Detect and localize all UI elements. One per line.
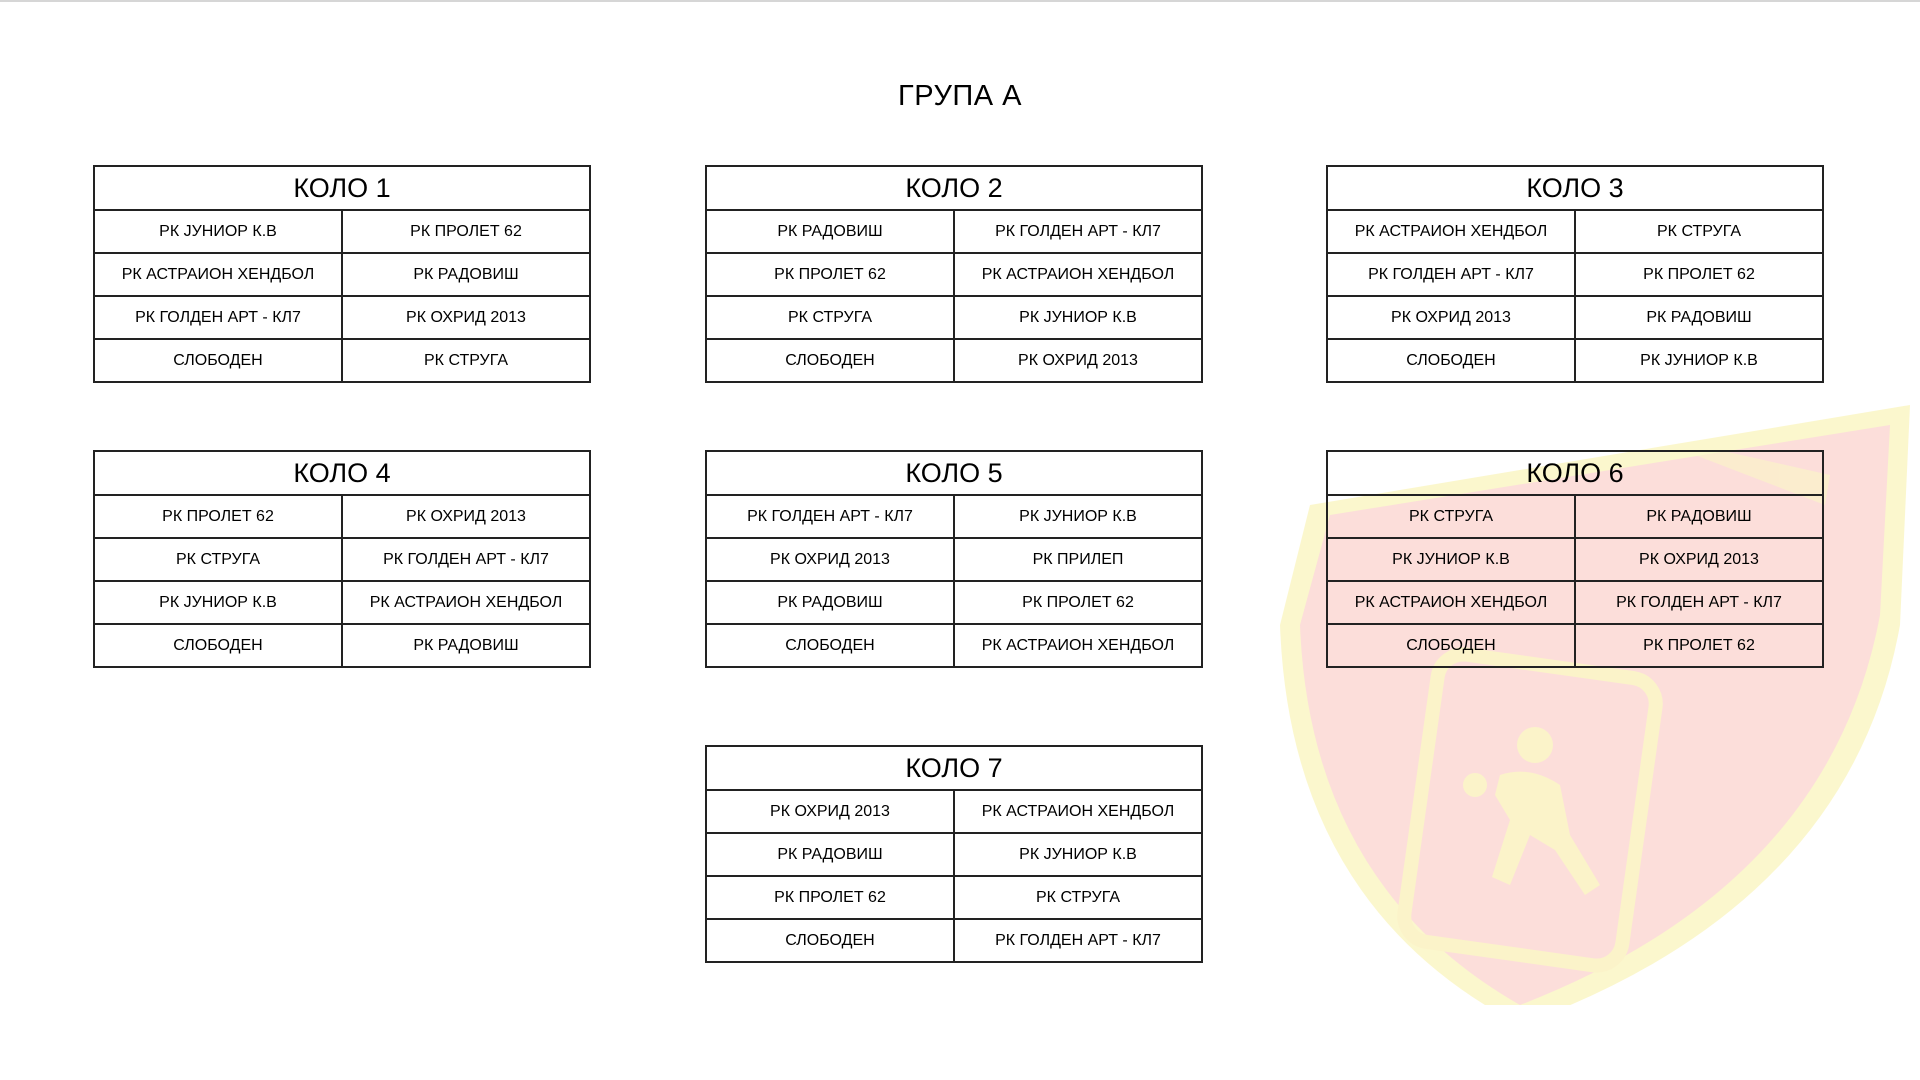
away-team: РК ЈУНИОР К.В xyxy=(1019,308,1137,326)
match-row xyxy=(707,582,1201,625)
home-team: РК РАДОВИШ xyxy=(707,834,955,875)
home-team: СЛОБОДЕН xyxy=(707,920,955,961)
match-row xyxy=(707,340,1201,381)
away-team: РК ГОЛДЕН АРТ - КЛ7 xyxy=(995,931,1161,949)
match-row xyxy=(95,539,589,582)
home-team: СЛОБОДЕН xyxy=(707,340,955,381)
match-row xyxy=(707,834,1201,877)
round-title: КОЛО 2 xyxy=(707,167,1201,211)
home-team: РК ПРОЛЕТ 62 xyxy=(707,254,955,295)
match-row xyxy=(95,496,589,539)
home-team: РК ЈУНИОР К.В xyxy=(95,582,343,623)
away-team: РК АСТРАИОН ХЕНДБОЛ xyxy=(981,802,1175,820)
away-team: РК ПРОЛЕТ 62 xyxy=(1022,593,1134,611)
match-row xyxy=(95,254,589,297)
away-team: РК АСТРАИОН ХЕНДБОЛ xyxy=(369,593,563,611)
round-title: КОЛО 4 xyxy=(95,452,589,496)
round-title: КОЛО 7 xyxy=(707,747,1201,791)
away-team: РК СТРУГА xyxy=(424,351,508,369)
match-row xyxy=(707,496,1201,539)
away-team: РК АСТРАИОН ХЕНДБОЛ xyxy=(981,265,1175,283)
home-team: РК ГОЛДЕН АРТ - КЛ7 xyxy=(95,297,343,338)
away-team: РК РАДОВИШ xyxy=(413,636,519,654)
home-team: РК ОХРИД 2013 xyxy=(1328,297,1576,338)
away-team: РК ПРИЛЕП xyxy=(1032,550,1124,568)
match-row xyxy=(1328,539,1822,582)
home-team: СЛОБОДЕН xyxy=(1328,340,1576,381)
match-row xyxy=(1328,496,1822,539)
home-team: СЛОБОДЕН xyxy=(1328,625,1576,666)
home-team: РК ПРОЛЕТ 62 xyxy=(95,496,343,537)
match-row xyxy=(1328,211,1822,254)
home-team: РК АСТРАИОН ХЕНДБОЛ xyxy=(1328,582,1576,623)
home-team: РК ЈУНИОР К.В xyxy=(95,211,343,252)
away-team: РК СТРУГА xyxy=(1657,222,1741,240)
top-divider xyxy=(0,0,1920,2)
match-row xyxy=(1328,297,1822,340)
home-team: РК РАДОВИШ xyxy=(707,582,955,623)
match-row xyxy=(1328,254,1822,297)
home-team: СЛОБОДЕН xyxy=(95,340,343,381)
match-row xyxy=(95,625,589,666)
away-team: РК ПРОЛЕТ 62 xyxy=(1643,265,1755,283)
match-row xyxy=(95,582,589,625)
away-team: РК ОХРИД 2013 xyxy=(406,308,526,326)
match-row xyxy=(707,539,1201,582)
match-row xyxy=(95,340,589,381)
match-row xyxy=(1328,340,1822,381)
away-team: РК СТРУГА xyxy=(1036,888,1120,906)
home-team: РК АСТРАИОН ХЕНДБОЛ xyxy=(95,254,343,295)
home-team: РК РАДОВИШ xyxy=(707,211,955,252)
match-row xyxy=(1328,582,1822,625)
match-row xyxy=(707,791,1201,834)
match-row xyxy=(707,920,1201,961)
match-row xyxy=(707,254,1201,297)
away-team: РК ГОЛДЕН АРТ - КЛ7 xyxy=(1616,593,1782,611)
away-team: РК ПРОЛЕТ 62 xyxy=(1643,636,1755,654)
match-row xyxy=(707,211,1201,254)
round-title: КОЛО 1 xyxy=(95,167,589,211)
away-team: РК ОХРИД 2013 xyxy=(1639,550,1759,568)
away-team: РК ГОЛДЕН АРТ - КЛ7 xyxy=(383,550,549,568)
home-team: РК ОХРИД 2013 xyxy=(707,539,955,580)
away-team: РК ЈУНИОР К.В xyxy=(1019,507,1137,525)
home-team: РК ПРОЛЕТ 62 xyxy=(707,877,955,918)
round-table xyxy=(93,165,591,383)
away-team: РК ОХРИД 2013 xyxy=(1018,351,1138,369)
match-row xyxy=(95,211,589,254)
home-team: РК ГОЛДЕН АРТ - КЛ7 xyxy=(1328,254,1576,295)
round-title: КОЛО 6 xyxy=(1328,452,1822,496)
away-team: РК ОХРИД 2013 xyxy=(406,507,526,525)
round-title: КОЛО 3 xyxy=(1328,167,1822,211)
away-team: РК ПРОЛЕТ 62 xyxy=(410,222,522,240)
round-table xyxy=(1326,165,1824,383)
round-table xyxy=(1326,450,1824,668)
home-team: РК ГОЛДЕН АРТ - КЛ7 xyxy=(707,496,955,537)
group-title: ГРУПА А xyxy=(898,80,1022,112)
home-team: СЛОБОДЕН xyxy=(707,625,955,666)
match-row xyxy=(707,297,1201,340)
away-team: РК РАДОВИШ xyxy=(1646,507,1752,525)
round-table xyxy=(705,745,1203,963)
home-team: РК ЈУНИОР К.В xyxy=(1328,539,1576,580)
round-table xyxy=(705,165,1203,383)
round-table xyxy=(705,450,1203,668)
home-team: РК ОХРИД 2013 xyxy=(707,791,955,832)
away-team: РК РАДОВИШ xyxy=(413,265,519,283)
match-row xyxy=(95,297,589,340)
home-team: РК СТРУГА xyxy=(95,539,343,580)
away-team: РК АСТРАИОН ХЕНДБОЛ xyxy=(981,636,1175,654)
home-team: РК АСТРАИОН ХЕНДБОЛ xyxy=(1328,211,1576,252)
home-team: РК СТРУГА xyxy=(707,297,955,338)
home-team: СЛОБОДЕН xyxy=(95,625,343,666)
match-row xyxy=(707,877,1201,920)
away-team: РК ЈУНИОР К.В xyxy=(1640,351,1758,369)
match-row xyxy=(1328,625,1822,666)
away-team: РК РАДОВИШ xyxy=(1646,308,1752,326)
round-title: КОЛО 5 xyxy=(707,452,1201,496)
away-team: РК ЈУНИОР К.В xyxy=(1019,845,1137,863)
round-table xyxy=(93,450,591,668)
away-team: РК ГОЛДЕН АРТ - КЛ7 xyxy=(995,222,1161,240)
home-team: РК СТРУГА xyxy=(1328,496,1576,537)
match-row xyxy=(707,625,1201,666)
